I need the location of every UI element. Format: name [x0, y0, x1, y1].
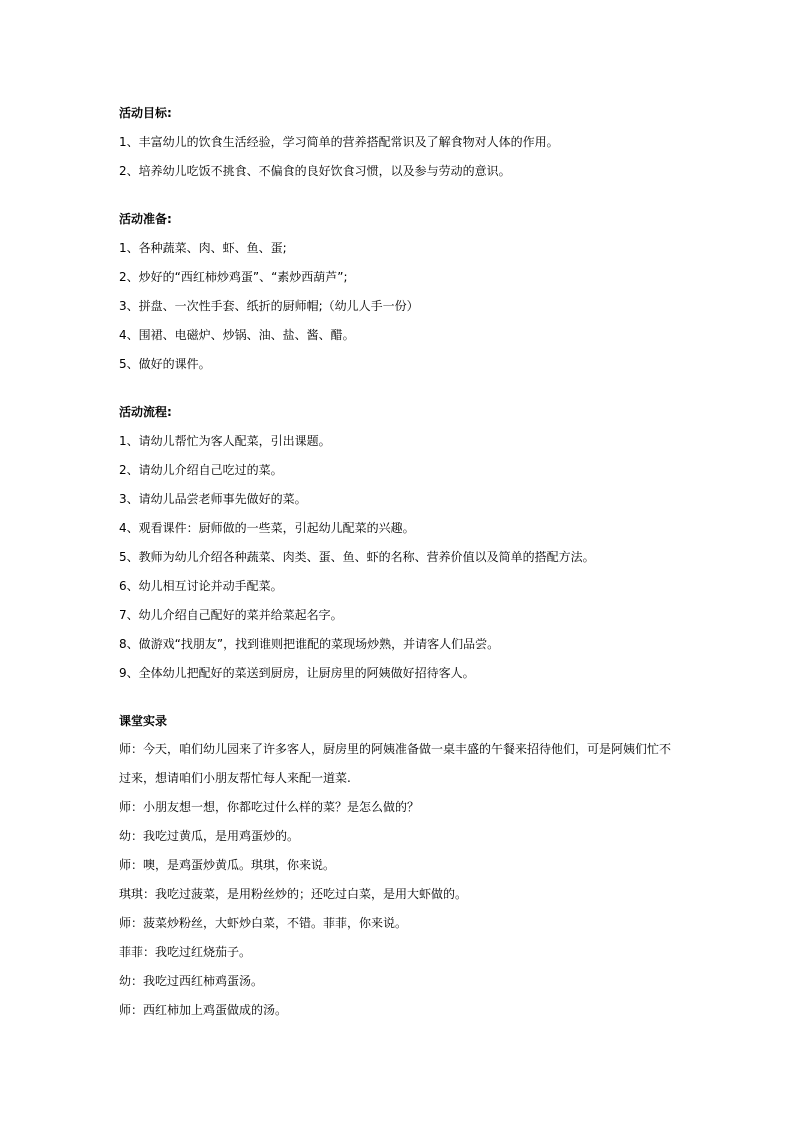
- prep-item: 1、各种蔬菜、肉、虾、鱼、蛋;: [119, 241, 287, 255]
- process-item: 6、幼儿相互讨论并动手配菜。: [119, 579, 283, 593]
- section-gap: [119, 692, 679, 711]
- section-record: [119, 711, 679, 1020]
- process-item: 2、请幼儿介绍自己吃过的菜。: [119, 463, 283, 477]
- section-heading-record: 课堂实录: [119, 714, 168, 728]
- section-process: [119, 402, 679, 683]
- record-intro: 师：今天，咱们幼儿园来了许多客人，厨房里的阿姨准备做一桌丰盛的午餐来招待他们，可是阿姨们忙不过来，想请咱们小朋友帮忙每人来配一道菜.: [119, 742, 672, 785]
- dialog-line: 师：小朋友想一想，你都吃过什么样的菜？是怎么做的？: [119, 800, 420, 814]
- dialog-line: 幼：我吃过黄瓜，是用鸡蛋炒的。: [119, 829, 300, 843]
- section-gap: [119, 190, 679, 209]
- prep-item: 5、做好的课件。: [119, 357, 211, 371]
- section-gap: [119, 383, 679, 402]
- prep-item: 4、围裙、电磁炉、炒锅、油、盐、酱、醋。: [119, 328, 355, 342]
- process-item: 8、做游戏“找朋友”，找到谁则把谁配的菜现场炒熟，并请客人们品尝。: [119, 637, 500, 651]
- section-heading-process: 活动流程:: [119, 405, 172, 419]
- dialog-line: 师：西红柿加上鸡蛋做成的汤。: [119, 1003, 288, 1017]
- section-heading-goals: 活动目标:: [119, 106, 172, 120]
- process-item: 1、请幼儿帮忙为客人配菜，引出课题。: [119, 434, 331, 448]
- process-item: 5、教师为幼儿介绍各种蔬菜、肉类、蛋、鱼、虾的名称、营养价值以及简单的搭配方法。: [119, 550, 595, 564]
- goal-item: 1、丰富幼儿的饮食生活经验，学习简单的营养搭配常识及了解食物对人体的作用。: [119, 135, 559, 149]
- section-heading-prep: 活动准备:: [119, 212, 172, 226]
- document-content: [119, 103, 679, 1029]
- dialog-line: 幼：我吃过西红柿鸡蛋汤。: [119, 974, 264, 988]
- prep-item: 3、拼盘、一次性手套、纸折的厨师帽;（幼儿人手一份）: [119, 299, 419, 313]
- process-item: 7、幼儿介绍自己配好的菜并给菜起名字。: [119, 608, 343, 622]
- dialog-line: 师：噢，是鸡蛋炒黄瓜。琪琪，你来说。: [119, 858, 336, 872]
- process-item: 9、全体幼儿把配好的菜送到厨房，让厨房里的阿姨做好招待客人。: [119, 666, 475, 680]
- dialog-line: 菲菲：我吃过红烧茄子。: [119, 945, 252, 959]
- goal-item: 2、培养幼儿吃饭不挑食、不偏食的良好饮食习惯，以及参与劳动的意识。: [119, 164, 511, 178]
- process-item: 4、观看课件：厨师做的一些菜，引起幼儿配菜的兴趣。: [119, 521, 415, 535]
- section-prep: [119, 209, 679, 374]
- dialog-line: 师：菠菜炒粉丝，大虾炒白菜，不错。菲菲，你来说。: [119, 916, 408, 930]
- prep-item: 2、炒好的“西红柿炒鸡蛋”、“素炒西葫芦”;: [119, 270, 348, 284]
- process-item: 3、请幼儿品尝老师事先做好的菜。: [119, 492, 307, 506]
- dialog-line: 琪琪：我吃过菠菜，是用粉丝炒的；还吃过白菜，是用大虾做的。: [119, 887, 468, 901]
- section-goals: [119, 103, 679, 181]
